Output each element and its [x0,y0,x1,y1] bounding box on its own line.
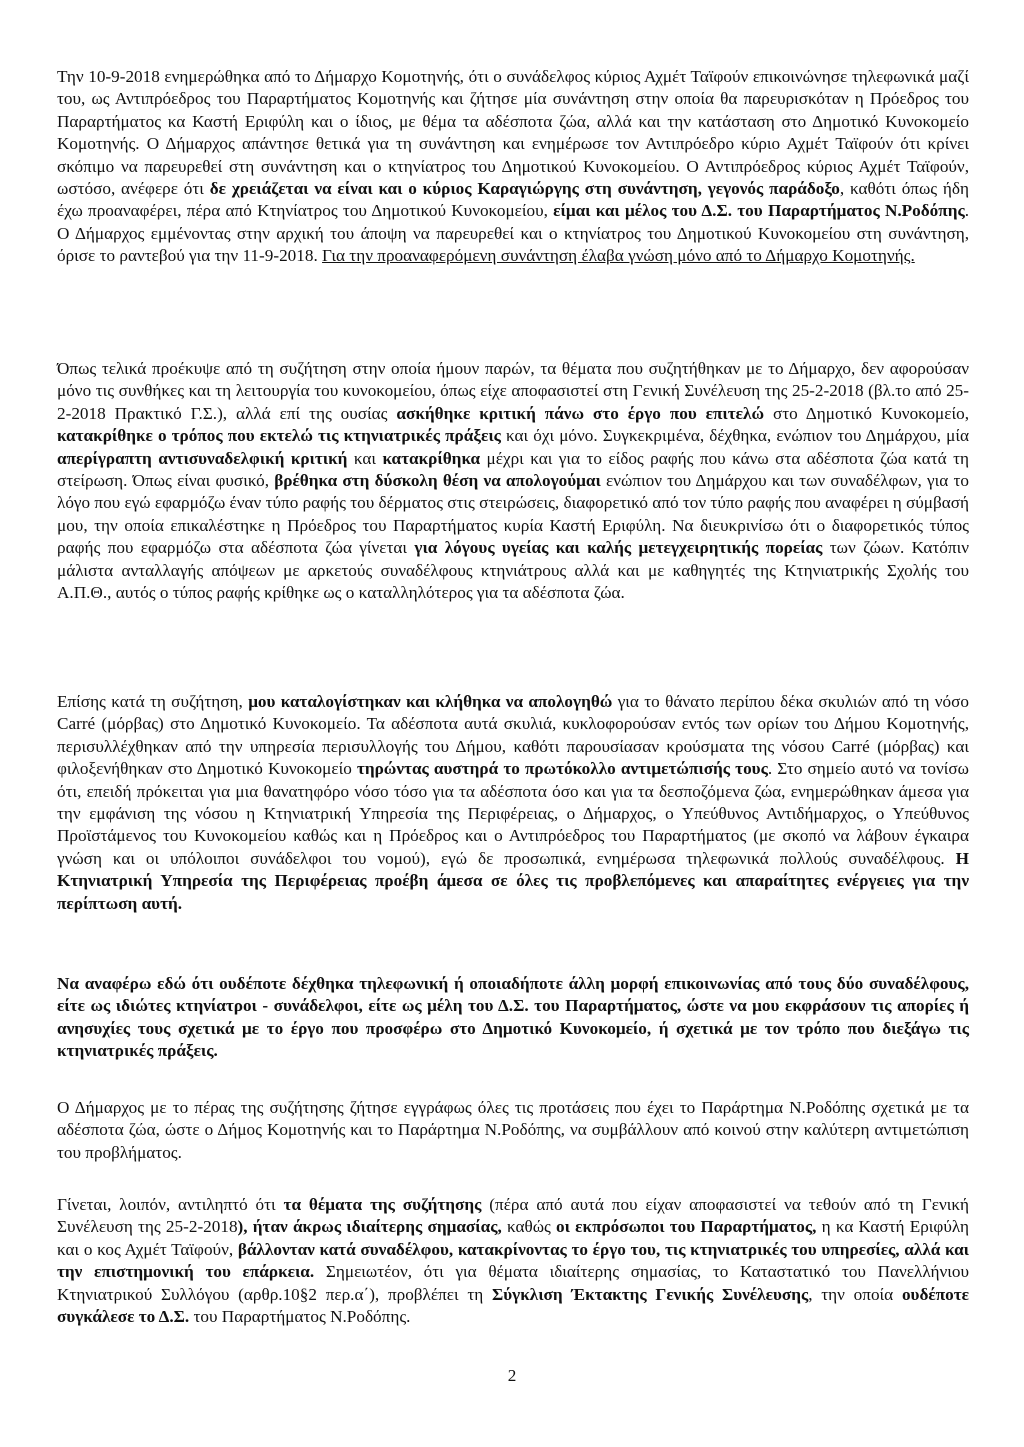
text-run: Γίνεται, λοιπόν, αντιληπτό ότι [57,1195,284,1214]
text-run: Ο Δήμαρχος με το πέρας της συζήτησης ζήτησε εγγράφως όλες τις προτάσεις που έχει το Παράρτημα Ν.Ροδόπης σχετικά με τα αδέσποτα ζώα, ώστε ο Δήμος Κομοτηνής και το Παράρτημα Ν.Ροδόπης, να συμβάλλουν από κοινού στην καλύτερη αντιμετώπιση του προβλήματος. [57,1098,969,1162]
text-run: Την 10-9-2018 ενημερώθηκα από το Δήμαρχο Κομοτηνής, ότι ο συνάδελφος κύριος Αχμέτ Ταϊφούν επικοινώνησε τηλεφωνικά μαζί του, ως Αντιπρόεδρος του Παραρτήματος Κομοτηνής και ζήτησε μία συνάντηση στην οποία θα παρευρισκόταν η Πρόεδρος του Παραρτήματος κα Καστή Εριφύλη και ο ίδιος, με θέμα τα αδέσποτα ζώα, αλλά και την κατάσταση στο Δημοτικό Κυνοκομείο Κομοτηνής. Ο Δήμαρχος απάντησε θετικά για τη συνάντηση και ενημέρωσε τον Αντιπρόεδρο κύριο Αχμέτ Ταϊφούν ότι κρίνει σκόπιμο να παρευρεθεί στη συνάντηση και ο κτηνίατρος του Δημοτικού Κυνοκομείου. Ο Αντιπρόεδρος κύριος Αχμέτ Ταϊφούν, ωστόσο, ανέφερε ότι [57,67,969,199]
text-run: , την οποία [808,1284,902,1304]
text-run: . Στο σημείο αυτό να τονίσω ότι, επειδή πρόκειται για μια θανατηφόρο νόσο τόσο για τα αδέσποτα όσο και για τα δεσποζόμενα ζώα, ενημερώθηκαν άμεσα για την εμφάνιση της νόσου η Κτηνιατρική Υπηρεσία της Περιφέρειας, ο Δήμαρχος, ο Υπεύθυνος Αντιδήμαρχος, ο Υπεύθυνος Προϊστάμενος του Κυνοκομείου καθώς και η Πρόεδρος και ο Αντιπρόεδρος του Παραρτήματος (με σκοπό να λάβουν έγκαιρα γνώση και οι υπόλοιποι συνάδελφοι του νομού), εγώ δε προσωπικά, ενημέρωσα τηλεφωνικά πολλούς συναδέλφους. [57,759,969,868]
paragraph-no-contact [57,973,969,1063]
bold-text-run: τηρώντας αυστηρά το πρωτόκολλο αντιμετώπισής τους [356,759,768,779]
text-run: στο Δημοτικό Κυνοκομείο, [764,403,969,423]
text-run: για το θάνατο περίπου δέκα σκυλιών από τη νόσο Carré (μόρβας) στο Δημοτικό Κυνοκομείο. Τα αδέσποτα αυτά σκυλιά, κυκλοφορούσαν εντός των ορίων του Δήμου Κομοτηνής, περισυλλέχθηκαν από την υπηρεσία περισυλλογής του Δήμου, καθότι παρουσίασαν κρούσματα της νόσου Carré (μόρβας) και φιλοξενήθηκαν στο Δημοτικό Κυνοκομείο [57,692,969,779]
text-run: Σημειωτέον, ότι για θέματα ιδιαίτερης σημασίας, το Καταστατικό του Πανελλήνιου Κτηνιατρικού Συλλόγου (αρθρ.10§2 περ.α΄), προβλέπει τη [57,1262,969,1304]
bold-text-run: μου καταλογίστηκαν και κλήθηκα να απολογηθώ [248,692,613,711]
text-run: η κα Καστή Εριφύλη και ο κος Αχμέτ Ταϊφούν, [57,1217,969,1259]
bold-text-run: κατακρίθηκα [382,448,481,468]
text-run: . Ο Δήμαρχος εμμένοντας στην αρχική του άποψη να παρευρεθεί και ο κτηνίατρος του Δημοτικού Κυνοκομείου στη συνάντηση, όρισε το ραντεβού για την 11-9-2018. [57,201,969,266]
bold-text-run: βάλλονταν κατά συναδέλφου, κατακρίνοντας το έργο του, τις κτηνιατρικές του υπηρεσίες, αλλά και την επιστημονική του επάρκεια. [57,1239,970,1282]
bold-text-run: κατακρίθηκε ο τρόπος που εκτελώ τις κτηνιατρικές πράξεις [57,426,501,446]
text-run: μέχρι και για το είδος ραφής που κάνω στα αδέσποτα ζώα κατά τη στείρωση. Όπως είναι φυσικό, [57,448,970,491]
bold-text-run: βρέθηκα στη δύσκολη θέση να απολογούμαι [274,471,601,491]
text-run: των ζώων. Κατόπιν μάλιστα ανταλλαγής απόψεων με αρκετούς συναδέλφους κτηνιάτρους αλλά και με καθηγητές της Κτηνιατρικής Σχολής του Α.Π.Θ., αυτός ο τύπος ραφής κρίθηκε ως ο καταλληλότερος για τα αδέσποτα ζώα. [57,538,969,603]
bold-text-run: οι εκπρόσωποι του Παραρτήματος, [556,1217,817,1237]
bold-text-run: ασκήθηκε κριτική πάνω στο έργο που επιτελώ [396,403,765,423]
paragraph-conclusion [57,1194,969,1328]
paragraph-intro-meeting [57,66,969,268]
text-run: (πέρα από αυτά που είχαν αποφασιστεί να τεθούν από τη Γενική Συνέλευση της 25-2-2018 [57,1195,969,1237]
text-run: ενώπιον του Δημάρχου και των συναδέλφων, για το λόγο που εγώ εφαρμόζω έναν τύπο ραφής του δέρματος στις στειρώσεις, διαφορετικό από τον τύπο ραφής που αναφέρει η σύμβασή μου, την οποία επικαλέστηκε η Πρόεδρος του Παραρτήματος κυρία Καστή Εριφύλη. Να διευκρινίσω ότι ο διαφορετικός τύπος ραφής που εφαρμόζω στα αδέσποτα ζώα γίνεται [57,471,969,558]
bold-text-run: Η Κτηνιατρική Υπηρεσία της Περιφέρειας προέβη άμεσα σε όλες τις προβλεπόμενες και απαραίτητες ενέργειες για την περίπτωση αυτή. [57,848,969,913]
bold-text-run: απερίγραπτη αντισυναδελφική κριτική [57,448,348,468]
bold-text-run: ), ήταν άκρως ιδιαίτερης σημασίας, [237,1217,502,1237]
bold-text-run: δε χρειάζεται να είναι και ο κύριος Καραγιώργης στη συνάντηση, γεγονός παράδοξο [209,179,840,199]
bold-text-run: τα θέματα της συζήτησης [283,1195,482,1214]
bold-text-run: ουδέποτε συγκάλεσε το Δ.Σ. [57,1284,969,1327]
page-number: 2 [507,1366,517,1385]
bold-text-run: Να αναφέρω εδώ ότι ουδέποτε δέχθηκα τηλεφωνική ή οποιαδήποτε άλλη μορφή επικοινωνίας από τους δύο συναδέλφους, είτε ως ιδιώτες κτηνίατροι - συνάδελφοι, είτε ως μέλη του Δ.Σ. του Παραρτήματος, ώστε να μου εκφράσουν τις απορίες ή ανησυχίες τους σχετικά με το έργο που προσφέρω στο Δημοτικό Κυνοκομείο, ή σχετικά με τον τρόπο που διεξάγω τις κτηνιατρικές πράξεις. [57,974,969,1061]
text-run: του Παραρτήματος Ν.Ροδόπης. [189,1307,411,1327]
text-run: Επίσης κατά τη συζήτηση, [57,692,249,711]
paragraph-carre-disease [57,691,969,915]
text-run: καθώς [501,1217,557,1237]
bold-text-run: για λόγους υγείας και καλής μετεγχειρητικής πορείας [414,538,823,558]
underlined-text-run: Για την προαναφερόμενη συνάντηση έλαβα γνώση μόνο από το Δήμαρχο Κομοτηνής. [322,246,915,266]
paragraph-mayor-request [57,1097,969,1164]
bold-text-run: είμαι και μέλος του Δ.Σ. του Παραρτήματος Ν.Ροδόπης [553,201,965,221]
text-run: Όπως τελικά προέκυψε από τη συζήτηση στην οποία ήμουν παρών, τα θέματα που συζητήθηκαν με το Δήμαρχο, δεν αφορούσαν μόνο τις συνθήκες και τη λειτουργία του κυνοκομείου, όπως είχε αποφασιστεί στη Γενική Συνέλευση της 25-2-2018 (βλ.το από 25-2-2018 Πρακτικό Γ.Σ.), αλλά επί της ουσίας [57,359,969,423]
paragraph-criticism [57,358,969,604]
text-run: και όχι μόνο. Συγκεκριμένα, δέχθηκα, ενώπιον του Δημάρχου, μία [500,426,969,446]
text-run: , καθότι όπως ήδη έχω προαναφέρει, πέρα από Κτηνίατρος του Δημοτικού Κυνοκομείου, [57,179,969,221]
bold-text-run: Σύγκλιση Έκτακτης Γενικής Συνέλευσης [492,1284,809,1304]
text-run: και [347,448,383,468]
